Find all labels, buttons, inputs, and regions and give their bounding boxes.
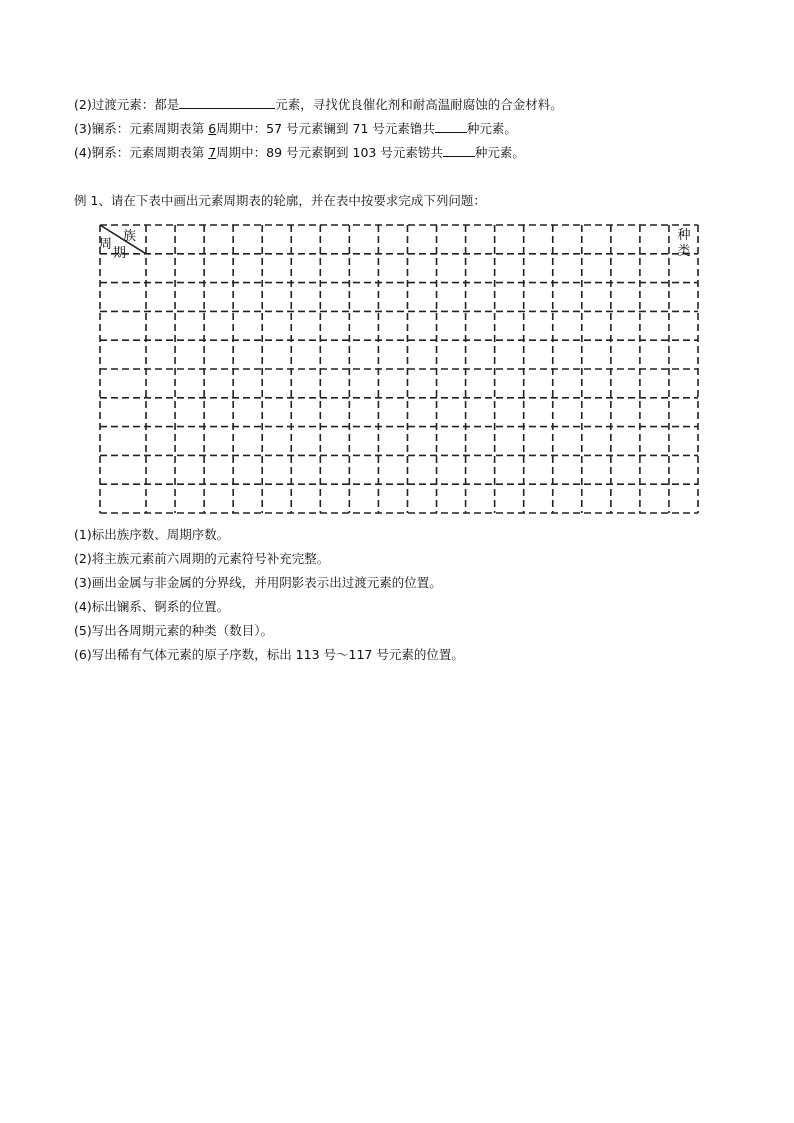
period-number: 7 xyxy=(208,145,217,160)
corner-header-period-2: 期 xyxy=(113,246,127,261)
intro-text: (4)锕系：元素周期表第 xyxy=(74,145,209,160)
corner-header-period-1: 周 xyxy=(99,237,113,252)
grid-lines xyxy=(99,224,699,514)
question-5: (5)写出各周期元素的种类（数目）。 xyxy=(74,623,273,638)
intro-text: (2)过渡元素：都是 xyxy=(74,97,180,112)
question-4: (4)标出镧系、锕系的位置。 xyxy=(74,599,230,614)
answer-blank[interactable] xyxy=(443,144,475,157)
intro-text: (3)镧系：元素周期表第 xyxy=(74,121,209,136)
question-2: (2)将主族元素前六周期的元素符号补充完整。 xyxy=(74,551,330,566)
question-3: (3)画出金属与非金属的分界线，并用阴影表示出过渡元素的位置。 xyxy=(74,575,442,590)
intro-line-actinide xyxy=(74,144,525,161)
answer-blank[interactable] xyxy=(435,120,467,133)
intro-text: 种元素。 xyxy=(474,145,525,160)
example-title: 例 1、请在下表中画出元素周期表的轮廓，并在表中按要求完成下列问题： xyxy=(74,193,486,208)
question-1: (1)标出族序数、周期序数。 xyxy=(74,527,230,542)
period-number: 6 xyxy=(208,121,217,136)
intro-text: 周期中：89 号元素锕到 103 号元素铹共 xyxy=(216,145,443,160)
question-6: (6)写出稀有气体元素的原子序数，标出 113 号～117 号元素的位置。 xyxy=(74,647,464,662)
intro-line-lanthanide xyxy=(74,120,517,137)
answer-blank[interactable] xyxy=(179,96,275,109)
periodic-table-grid xyxy=(99,224,699,514)
intro-text: 种元素。 xyxy=(466,121,517,136)
intro-text: 周期中：57 号元素镧到 71 号元素镥共 xyxy=(216,121,435,136)
right-header-count: 种类 xyxy=(677,228,691,259)
intro-text: 元素，寻找优良催化剂和耐高温耐腐蚀的合金材料。 xyxy=(275,97,563,112)
corner-header-group: 族 xyxy=(123,229,137,244)
intro-line-transition xyxy=(74,96,563,113)
